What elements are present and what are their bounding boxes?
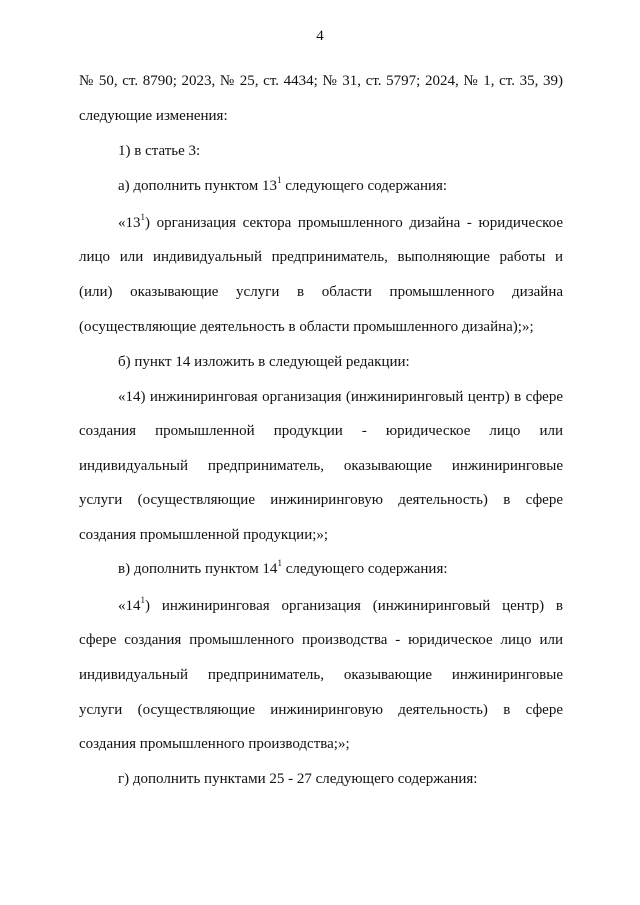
point-13-1-line-4: (осуществляющие деятельность в области промышленного дизайна);»;: [79, 319, 534, 335]
text-line-2: следующие изменения:: [79, 108, 228, 124]
point-14-1-line-2: сфере создания промышленного производства - юридическое лицо или: [79, 632, 563, 648]
point-14-line-4: услуги (осуществляющие инжиниринговую деятельность) в сфере: [79, 492, 563, 508]
text-line-1: № 50, ст. 8790; 2023, № 25, ст. 4434; № 31, ст. 5797; 2024, № 1, ст. 35, 39): [79, 73, 563, 89]
subitem-a-text-end: следующего содержания:: [281, 178, 448, 194]
point-13-1-rest: ) организация сектора промышленного дизайна - юридическое: [145, 215, 563, 231]
point-14-line-3: индивидуальный предприниматель, оказывающие инжиниринговые: [79, 458, 563, 474]
point-14-1-line-1: [118, 597, 563, 615]
superscript: 1: [140, 595, 145, 605]
point-14-line-1: «14) инжиниринговая организация (инжиниринговый центр) в сфере: [118, 389, 563, 405]
page-number: 4: [316, 28, 324, 44]
point-14-1-line-4: услуги (осуществляющие инжиниринговую деятельность) в сфере: [79, 702, 563, 718]
point-13-1-line-2: лицо или индивидуальный предприниматель, выполняющие работы и: [79, 249, 563, 265]
subitem-b-heading: б) пункт 14 изложить в следующей редакции:: [118, 354, 410, 370]
point-14-1-rest: ) инжиниринговая организация (инжиниринговый центр) в: [145, 598, 563, 614]
point-14-1-start: «14: [118, 598, 141, 614]
point-14-1-line-3: индивидуальный предприниматель, оказывающие инжиниринговые: [79, 667, 563, 683]
item-1-heading: 1) в статье 3:: [118, 143, 201, 159]
point-14-line-2: создания промышленной продукции - юридическое лицо или: [79, 423, 563, 439]
superscript: 1: [140, 212, 145, 222]
point-13-1-line-3: (или) оказывающие услуги в области промышленного дизайна: [79, 284, 563, 300]
subitem-a-text: а) дополнить пунктом 13: [118, 178, 278, 194]
point-14-1-line-5: создания промышленного производства;»;: [79, 736, 350, 752]
subitem-a-heading: [118, 177, 563, 195]
point-13-1-line-1: [118, 214, 563, 232]
point-13-1-start: «13: [118, 215, 141, 231]
subitem-g-heading: г) дополнить пунктами 25 - 27 следующего содержания:: [118, 771, 478, 787]
superscript: 1: [277, 558, 282, 568]
point-14-line-5: создания промышленной продукции;»;: [79, 527, 329, 543]
superscript: 1: [277, 175, 282, 185]
subitem-v-heading: [118, 560, 563, 578]
subitem-v-text-end: следующего содержания:: [281, 561, 448, 577]
subitem-v-text: в) дополнить пунктом 14: [118, 561, 278, 577]
